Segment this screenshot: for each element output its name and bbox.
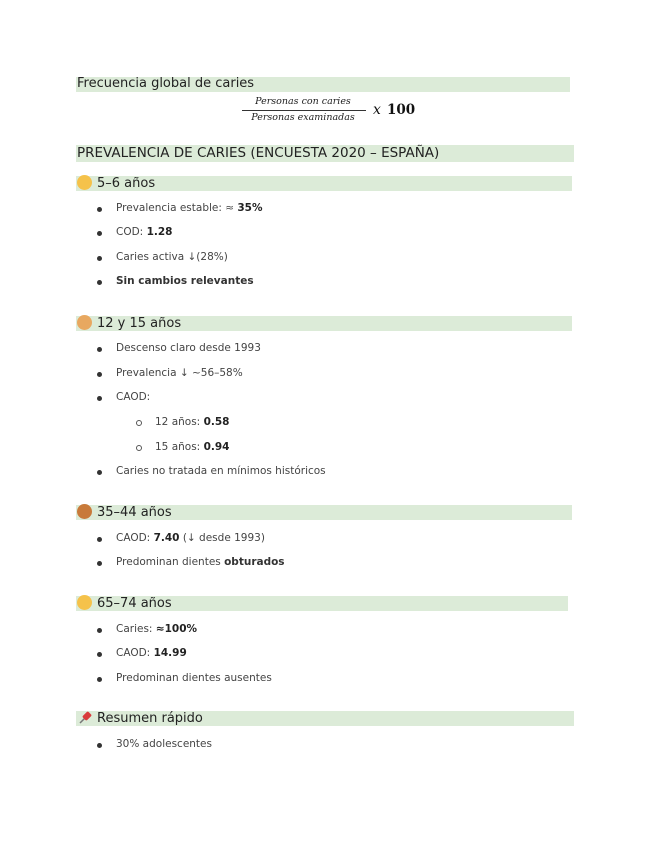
bullet	[97, 396, 102, 401]
bullet	[97, 470, 102, 475]
formula-denominator: Personas examinadas	[251, 112, 355, 123]
bullet	[97, 280, 102, 285]
baby-face-icon	[77, 175, 92, 190]
section-heading-resumen: Resumen rápido	[77, 710, 203, 726]
bullet	[97, 372, 102, 377]
sub-bullet	[136, 445, 142, 451]
list-item: Predominan dientes obturados	[116, 556, 285, 568]
section-heading-65-74: 65–74 años	[77, 595, 172, 611]
formula	[240, 96, 420, 128]
sub-list-item: 12 años: 0.58	[155, 416, 230, 428]
list-item: Descenso claro desde 1993	[116, 342, 261, 354]
list-item: Caries activa ↓(28%)	[116, 251, 228, 263]
list-item: CAOD: 7.40 (↓ desde 1993)	[116, 532, 265, 544]
bullet	[97, 677, 102, 682]
list-item: 30% adolescentes	[116, 738, 212, 750]
list-item: CAOD:	[116, 391, 151, 403]
elder-face-icon	[77, 595, 92, 610]
list-item: Caries: ≈100%	[116, 623, 198, 635]
survey-title: PREVALENCIA DE CARIES (ENCUESTA 2020 – ESPAÑA)	[77, 145, 440, 161]
formula-operator: x	[373, 102, 381, 118]
child-face-icon	[77, 315, 92, 330]
list-item: Prevalencia ↓ ~56–58%	[116, 367, 243, 379]
bullet	[97, 652, 102, 657]
section-heading-35-44: 35–44 años	[77, 504, 172, 520]
formula-factor: 100	[387, 102, 416, 118]
sub-bullet	[136, 420, 142, 426]
section-heading-5-6: 5–6 años	[77, 175, 155, 191]
list-item: CAOD: 14.99	[116, 647, 187, 659]
adult-face-icon	[77, 504, 92, 519]
bullet	[97, 537, 102, 542]
bullet	[97, 256, 102, 261]
list-item: Caries no tratada en mínimos históricos	[116, 465, 326, 477]
list-item: Predominan dientes ausentes	[116, 672, 272, 684]
formula-numerator: Personas con caries	[255, 96, 351, 107]
bullet	[97, 743, 102, 748]
list-item: Prevalencia estable: ≈ 35%	[116, 202, 263, 214]
list-item: Sin cambios relevantes	[116, 275, 254, 287]
page-title: Frecuencia global de caries	[77, 76, 255, 91]
bullet	[97, 231, 102, 236]
bullet	[97, 347, 102, 352]
bullet	[97, 561, 102, 566]
fraction-bar	[242, 110, 366, 111]
list-item: COD: 1.28	[116, 226, 173, 238]
bullet	[97, 207, 102, 212]
section-heading-12-15: 12 y 15 años	[77, 315, 181, 331]
bullet	[97, 628, 102, 633]
sub-list-item: 15 años: 0.94	[155, 441, 230, 453]
pushpin-icon	[77, 710, 93, 725]
